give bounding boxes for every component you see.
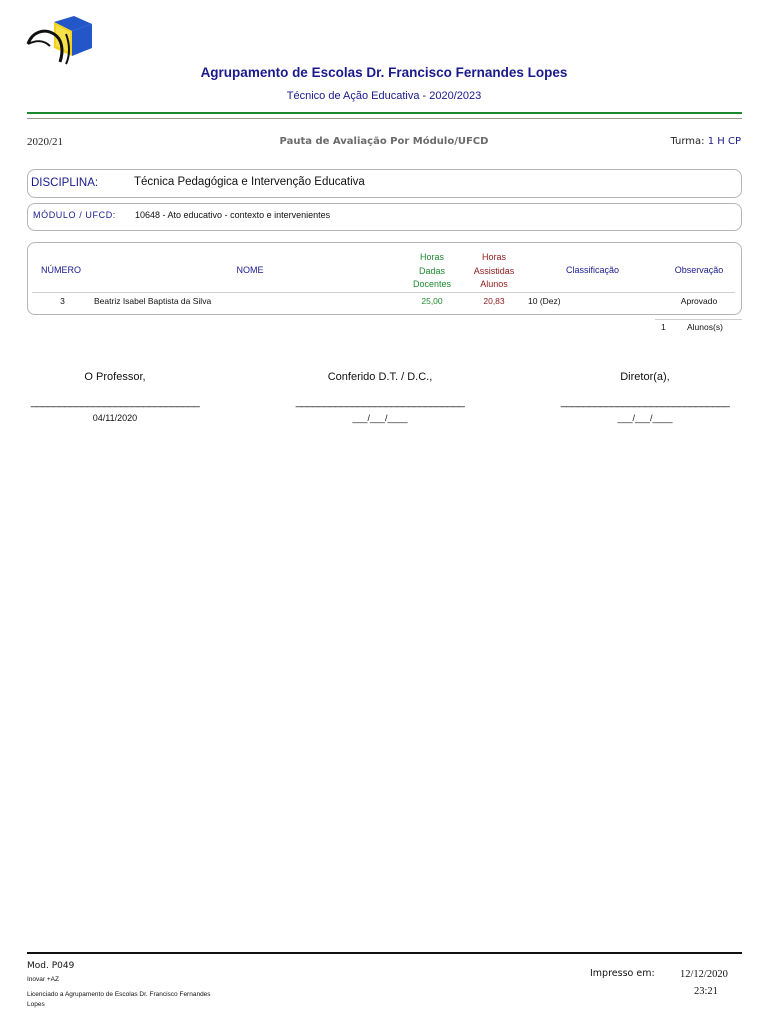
turma-value: 1 H CP <box>707 136 741 147</box>
cell-nome: Beatriz Isabel Baptista da Silva <box>94 296 212 306</box>
document-title: Pauta de Avaliação Por Módulo/UFCD <box>279 136 489 147</box>
printed-date: 12/12/2020 <box>680 969 728 980</box>
school-name: Agrupamento de Escolas Dr. Francisco Fernandes Lopes <box>200 65 568 80</box>
discipline-label: DISCIPLINA: <box>31 177 99 189</box>
header-numero: NÚMERO <box>41 265 81 275</box>
license-text: Licenciado a Agrupamento de Escolas Dr. Francisco Fernandes Lopes <box>27 991 211 1008</box>
discipline-value: Técnica Pedagógica e Intervenção Educativa <box>134 176 365 188</box>
course-title: Técnico de Ação Educativa - 2020/2023 <box>286 90 482 102</box>
cell-classificacao: 10 (Dez) <box>528 296 561 306</box>
header-divider <box>27 112 742 114</box>
school-logo <box>26 14 98 68</box>
signature-dt-date: ___/___/____ <box>352 413 408 423</box>
signature-dt-label: Conferido D.T. / D.C., <box>327 371 433 383</box>
software-name: Inovar +AZ <box>27 976 59 983</box>
header-observacao: Observação <box>674 265 724 275</box>
cell-numero: 3 <box>60 296 65 306</box>
footer-divider <box>27 952 742 954</box>
cell-observacao: Aprovado <box>680 296 718 306</box>
header-nome: NOME <box>236 265 264 275</box>
signature-dt-line: ______________________________ <box>295 396 465 408</box>
signature-professor-date: 04/11/2020 <box>92 413 138 423</box>
header-classificacao: Classificação <box>565 265 620 275</box>
cell-horas-dadas: 25,00 <box>421 296 443 306</box>
signature-director-date: ___/___/____ <box>617 413 673 423</box>
turma-label: Turma: <box>670 136 705 147</box>
signature-director-line: ______________________________ <box>560 396 730 408</box>
module-label: MÓDULO / UFCD: <box>33 210 116 220</box>
school-year: 2020/21 <box>27 136 64 148</box>
model-code: Mod. P049 <box>27 961 75 971</box>
header-divider-thin <box>27 118 742 119</box>
student-count: 1 <box>661 322 666 332</box>
signature-professor-line: ______________________________ <box>30 396 200 408</box>
signature-director-label: Diretor(a), <box>620 371 670 383</box>
printed-time: 23:21 <box>694 986 718 997</box>
student-count-label: Alunos(s) <box>687 322 723 332</box>
header-horas-dadas: Horas Dadas Docentes <box>412 252 452 289</box>
printed-label: Impresso em: <box>590 968 655 979</box>
class-info <box>670 136 741 147</box>
module-value: 10648 - Ato educativo - contexto e intervenientes <box>135 210 331 220</box>
header-horas-assistidas: Horas Assistidas Alunos <box>473 252 515 289</box>
signature-professor-label: O Professor, <box>84 371 146 383</box>
count-divider <box>655 319 742 320</box>
cell-horas-assistidas: 20,83 <box>483 296 505 306</box>
table-header-divider <box>32 292 735 293</box>
